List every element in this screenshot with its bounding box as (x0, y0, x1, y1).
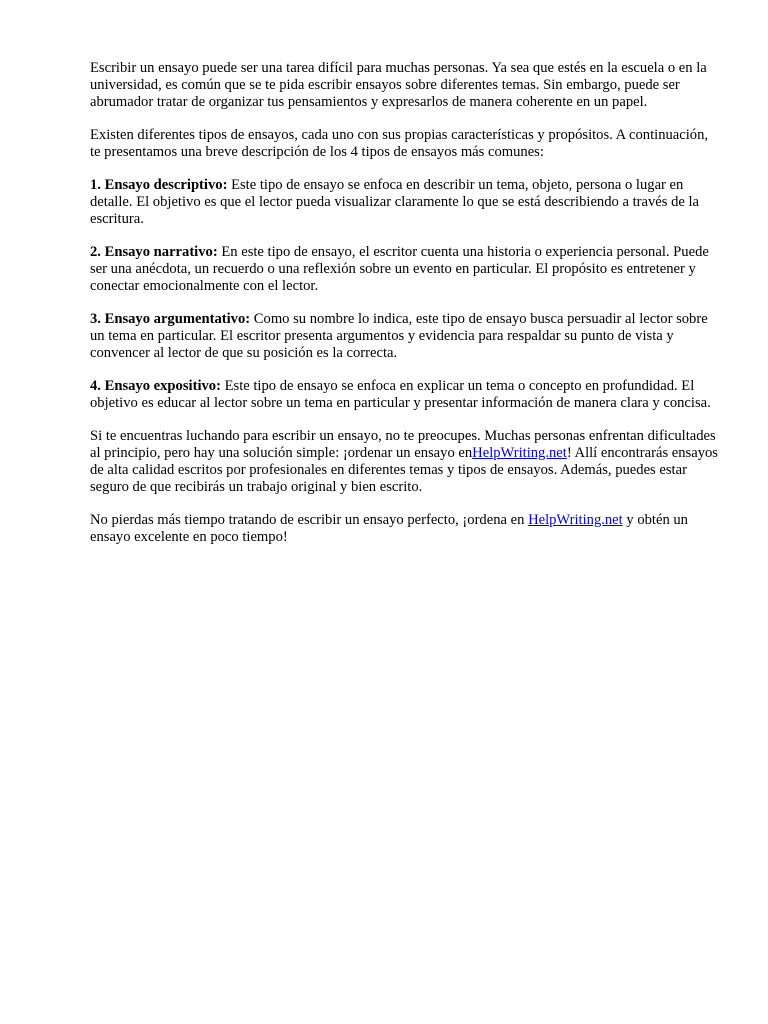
essay-type-narrative (90, 244, 720, 295)
helpwriting-link[interactable]: HelpWriting.net (528, 512, 623, 528)
closing-text-after: y obtén un ensayo excelente en poco tiempo! (90, 512, 688, 545)
essay-type-text: En este tipo de ensayo, el escritor cuenta una historia o experiencia personal. Puede ser una anécdota, un recuerdo o una reflexión sobre un evento en particular. El propósito es entretener y conectar emocionalmente con el lector. (90, 244, 709, 294)
essay-type-heading: 3. Ensayo argumentativo: (90, 311, 251, 327)
types-intro-paragraph: Existen diferentes tipos de ensayos, cada uno con sus propias características y propósitos. A continuación, te presentamos una breve descripción de los 4 tipos de ensayos más comunes: (90, 127, 709, 160)
document-page (90, 60, 720, 562)
essay-type-heading: 4. Ensayo expositivo: (90, 378, 221, 394)
closing-text-before: No pierdas más tiempo tratando de escribir un ensayo perfecto, ¡ordena en (90, 512, 529, 528)
intro-paragraph: Escribir un ensayo puede ser una tarea difícil para muchas personas. Ya sea que estés en la escuela o en la universidad, es común que se te pida escribir ensayos sobre diferentes temas. Sin embargo, puede ser abrumador tratar de organizar tus pensamientos y expresarlos de manera coherente en un papel. (90, 60, 707, 110)
essay-type-text: Como su nombre lo indica, este tipo de ensayo busca persuadir al lector sobre un tema en particular. El escritor presenta argumentos y evidencia para respaldar su punto de vista y convencer al lector de que su posición es la correcta. (90, 311, 708, 361)
essay-type-text: Este tipo de ensayo se enfoca en explicar un tema o concepto en profundidad. El objetivo es educar al lector sobre un tema en particular y presentar información de manera clara y concisa. (90, 378, 711, 411)
essay-type-expository (90, 378, 720, 412)
essay-type-text: Este tipo de ensayo se enfoca en describir un tema, objeto, persona o lugar en detalle. El objetivo es que el lector pueda visualizar claramente lo que se está describiendo a través de la escritura. (90, 177, 700, 227)
essay-type-heading: 2. Ensayo narrativo: (90, 244, 218, 260)
essay-type-argumentative (90, 311, 720, 362)
closing-paragraph (90, 512, 720, 546)
essay-type-descriptive (90, 177, 720, 228)
help-text-before: Si te encuentras luchando para escribir un ensayo, no te preocupes. Muchas personas enfrentan dificultades al principio, pero hay una solución simple: ¡ordenar un ensayo en (90, 428, 716, 461)
helpwriting-link[interactable]: HelpWriting.net (472, 445, 567, 461)
essay-type-heading: 1. Ensayo descriptivo: (90, 177, 228, 193)
help-paragraph (90, 428, 720, 496)
help-text-after: ! Allí encontrarás ensayos de alta calidad escritos por profesionales en diferentes temas y tipos de ensayos. Además, puedes estar seguro de que recibirás un trabajo original y bien escrito. (90, 445, 718, 495)
